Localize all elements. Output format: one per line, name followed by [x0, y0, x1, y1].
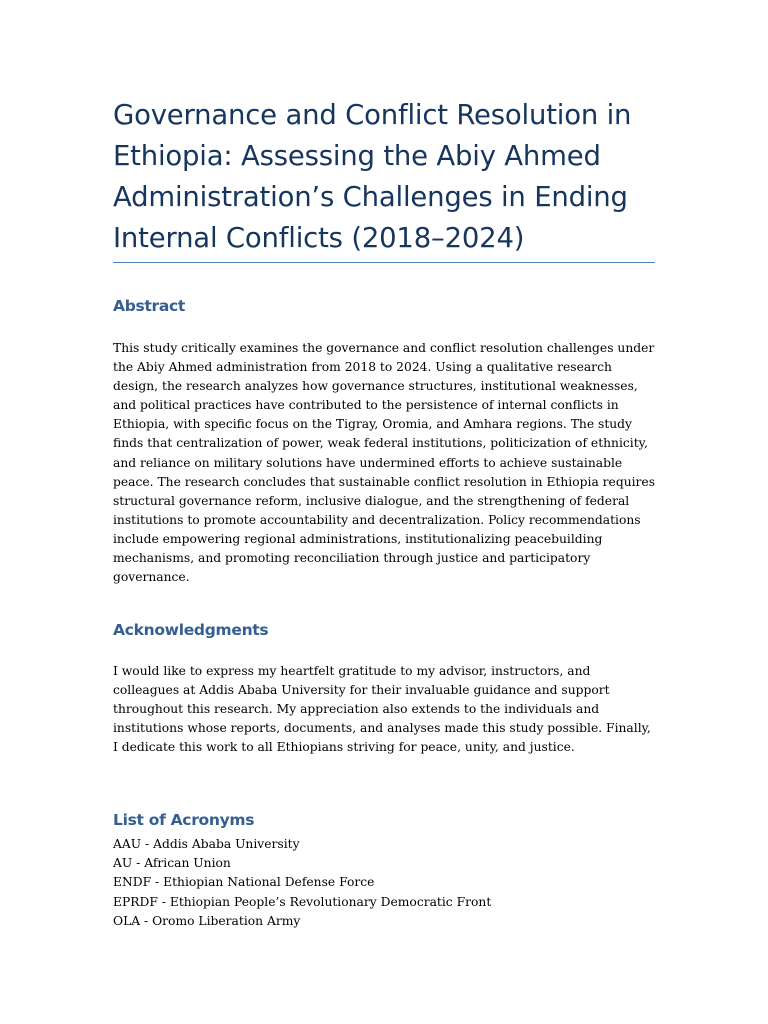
acronym-list: [113, 835, 658, 931]
acronym-item-eprdf: EPRDF - Ethiopian People’s Revolutionary Democratic Front: [113, 894, 492, 909]
acronym-item-aau: AAU - Addis Ababa University: [113, 837, 300, 851]
acronyms-heading: List of Acronyms: [113, 811, 255, 829]
acronym-item-ola: OLA - Oromo Liberation Army: [113, 913, 301, 928]
acknowledgments-heading: Acknowledgments: [113, 621, 269, 639]
document-title: Governance and Conflict Resolution in Ethiopia: Assessing the Abiy Ahmed Administration’s Challenges in Ending Internal Conflicts (2018–2024): [113, 99, 632, 254]
acronym-item-endf: ENDF - Ethiopian National Defense Force: [113, 875, 375, 890]
abstract-heading: Abstract: [113, 297, 186, 315]
acronym-item-au: AU - African Union: [113, 856, 231, 871]
abstract-paragraph: This study critically examines the governance and conflict resolution challenges under the Abiy Ahmed administration from 2018 to 2024. Using a qualitative research design, the research analyzes how governance structures, institutional weaknesses, and political practices have contributed to the persistence of internal conflicts in Ethiopia, with specific focus on the Tigray, Oromia, and Amhara regions. The study finds that centralization of power, weak federal institutions, politicization of ethnicity, and reliance on military solutions have undermined efforts to achieve sustainable peace. The research concludes that sustainable conflict resolution in Ethiopia requires structural governance reform, inclusive dialogue, and the strengthening of federal institutions to promote accountability and decentralization. Policy recommendations include empowering regional administrations, institutionalizing peacebuilding mechanisms, and promoting reconciliation through justice and participatory governance.: [113, 341, 656, 585]
title-underline-divider: [113, 262, 655, 263]
acknowledgments-paragraph: I would like to express my heartfelt gratitude to my advisor, instructors, and colleagues at Addis Ababa University for their invaluable guidance and support throughout this research. My appreciation also extends to the individuals and institutions whose reports, documents, and analyses made this study possible. Finally, I dedicate this work to all Ethiopians striving for peace, unity, and justice.: [113, 664, 651, 755]
